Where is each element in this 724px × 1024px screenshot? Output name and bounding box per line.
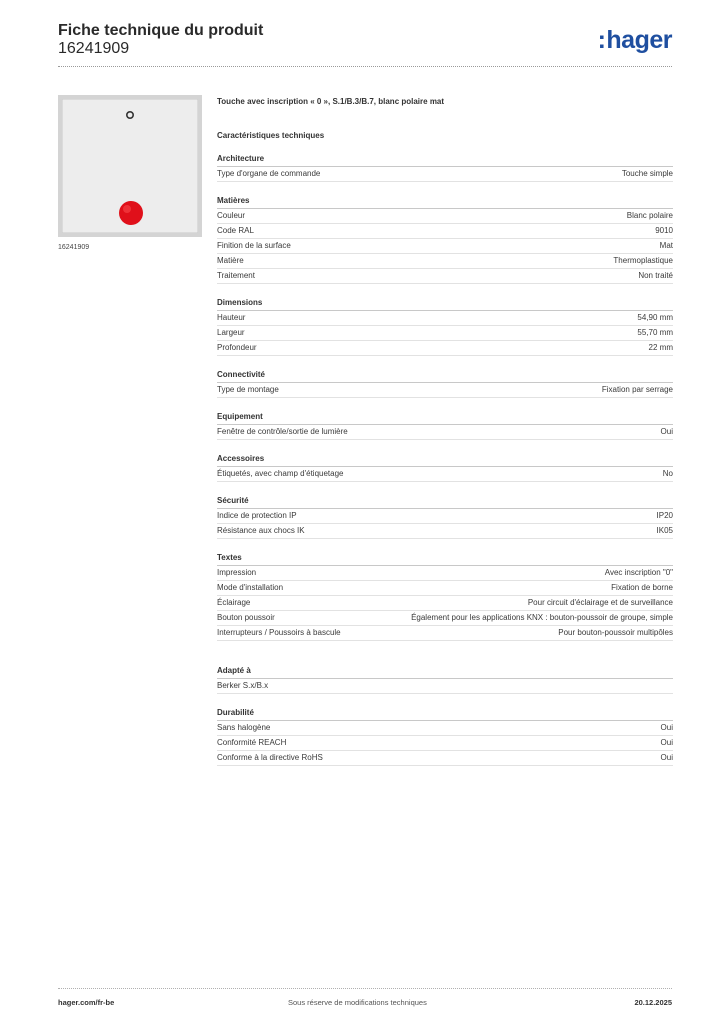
section-heading: Dimensions xyxy=(217,297,673,311)
section-heading: Accessoires xyxy=(217,453,673,467)
spec-row xyxy=(217,383,673,398)
section-heading: Matières xyxy=(217,195,673,209)
spec-row xyxy=(217,751,673,766)
spec-row xyxy=(217,209,673,224)
spec-row xyxy=(217,581,673,596)
spec-row xyxy=(217,721,673,736)
spec-row xyxy=(217,311,673,326)
spec-value: Pour circuit d'éclairage et de surveillance xyxy=(527,598,673,607)
spec-value: Touche simple xyxy=(621,169,673,178)
spec-row xyxy=(217,524,673,539)
spec-value: Fixation par serrage xyxy=(601,385,673,394)
spec-row xyxy=(217,167,673,182)
spec-value: Oui xyxy=(660,427,673,436)
hager-logo xyxy=(598,26,672,55)
spec-label: Profondeur xyxy=(217,343,257,352)
spec-row xyxy=(217,626,673,641)
spec-label: Impression xyxy=(217,568,257,577)
footer-notice: Sous réserve de modifications techniques xyxy=(288,998,427,1007)
logo-colon-icon: : xyxy=(597,26,606,54)
specs-title: Caractéristiques techniques xyxy=(217,131,325,140)
spec-row xyxy=(217,341,673,356)
spec-label: Interrupteurs / Poussoirs à bascule xyxy=(217,628,341,637)
spec-value: Pour bouton-poussoir multipôles xyxy=(558,628,673,637)
spec-content xyxy=(217,96,673,766)
spec-value: Avec inscription "0" xyxy=(604,568,673,577)
spec-label: Étiquetés, avec champ d'étiquetage xyxy=(217,469,344,478)
product-title: Touche avec inscription « 0 », S.1/B.3/B.7, blanc polaire mat xyxy=(217,97,445,106)
footer-date: 20.12.2025 xyxy=(634,998,672,1007)
spec-label: Fenêtre de contrôle/sortie de lumière xyxy=(217,427,348,436)
spec-row xyxy=(217,269,673,284)
spec-row xyxy=(217,566,673,581)
spec-label: Bouton poussoir xyxy=(217,613,275,622)
spec-value: Non traité xyxy=(638,271,673,280)
spec-label: Matière xyxy=(217,256,244,265)
section-heading: Durabilité xyxy=(217,707,673,721)
spec-value: Fixation de borne xyxy=(611,583,673,592)
spec-label: Type d'organe de commande xyxy=(217,169,321,178)
spec-value: Mat xyxy=(659,241,673,250)
section-heading: Adapté à xyxy=(217,665,673,679)
spec-label: Berker S.x/B.x xyxy=(217,681,269,690)
spec-value: 9010 xyxy=(655,226,673,235)
spec-value: Oui xyxy=(660,723,673,732)
product-illustration xyxy=(62,99,198,233)
footer-website[interactable]: hager.com/fr-be xyxy=(58,998,115,1007)
document-title: Fiche technique du produit xyxy=(58,22,264,39)
spec-label: Sans halogène xyxy=(217,723,271,732)
footer-divider xyxy=(58,988,672,989)
section-heading: Connectivité xyxy=(217,369,673,383)
red-indicator-icon xyxy=(119,201,143,225)
spec-row xyxy=(217,596,673,611)
header-divider xyxy=(58,66,672,67)
spec-label: Finition de la surface xyxy=(217,241,291,250)
spec-row xyxy=(217,736,673,751)
spec-sections xyxy=(217,153,673,766)
spec-row xyxy=(217,326,673,341)
section-heading: Sécurité xyxy=(217,495,673,509)
spec-value: Également pour les applications KNX : bouton-poussoir de groupe, simple xyxy=(411,613,673,622)
spec-row xyxy=(217,224,673,239)
spec-label: Hauteur xyxy=(217,313,246,322)
spec-value: No xyxy=(662,469,673,478)
spec-label: Conformité REACH xyxy=(217,738,287,747)
spec-value: Oui xyxy=(660,738,673,747)
spec-row xyxy=(217,679,673,694)
spec-row xyxy=(217,509,673,524)
spec-value: 54,90 mm xyxy=(637,313,673,322)
spec-label: Traitement xyxy=(217,271,255,280)
spec-label: Couleur xyxy=(217,211,246,220)
spec-row xyxy=(217,254,673,269)
spec-row xyxy=(217,467,673,482)
spec-value: IK05 xyxy=(656,526,673,535)
spec-value: Blanc polaire xyxy=(626,211,673,220)
spec-label: Largeur xyxy=(217,328,245,337)
spec-label: Mode d'installation xyxy=(217,583,284,592)
spec-value: 22 mm xyxy=(648,343,673,352)
section-heading: Equipement xyxy=(217,411,673,425)
spec-row xyxy=(217,611,673,626)
spec-row xyxy=(217,425,673,440)
indicator-highlight xyxy=(123,205,131,213)
spec-label: Code RAL xyxy=(217,226,254,235)
spec-label: Conforme à la directive RoHS xyxy=(217,753,323,762)
section-heading: Textes xyxy=(217,552,673,566)
product-image xyxy=(58,95,202,237)
spec-label: Résistance aux chocs IK xyxy=(217,526,305,535)
spec-label: Type de montage xyxy=(217,385,279,394)
spec-label: Indice de protection IP xyxy=(217,511,297,520)
image-caption: 16241909 xyxy=(58,244,90,251)
logo-text: hager xyxy=(606,26,672,54)
spec-value: IP20 xyxy=(656,511,673,520)
spec-value: Thermoplastique xyxy=(613,256,673,265)
product-id: 16241909 xyxy=(58,40,130,57)
spec-value: 55,70 mm xyxy=(637,328,673,337)
section-heading: Architecture xyxy=(217,153,673,167)
spec-value: Oui xyxy=(660,753,673,762)
spec-row xyxy=(217,239,673,254)
spec-label: Éclairage xyxy=(217,598,251,607)
